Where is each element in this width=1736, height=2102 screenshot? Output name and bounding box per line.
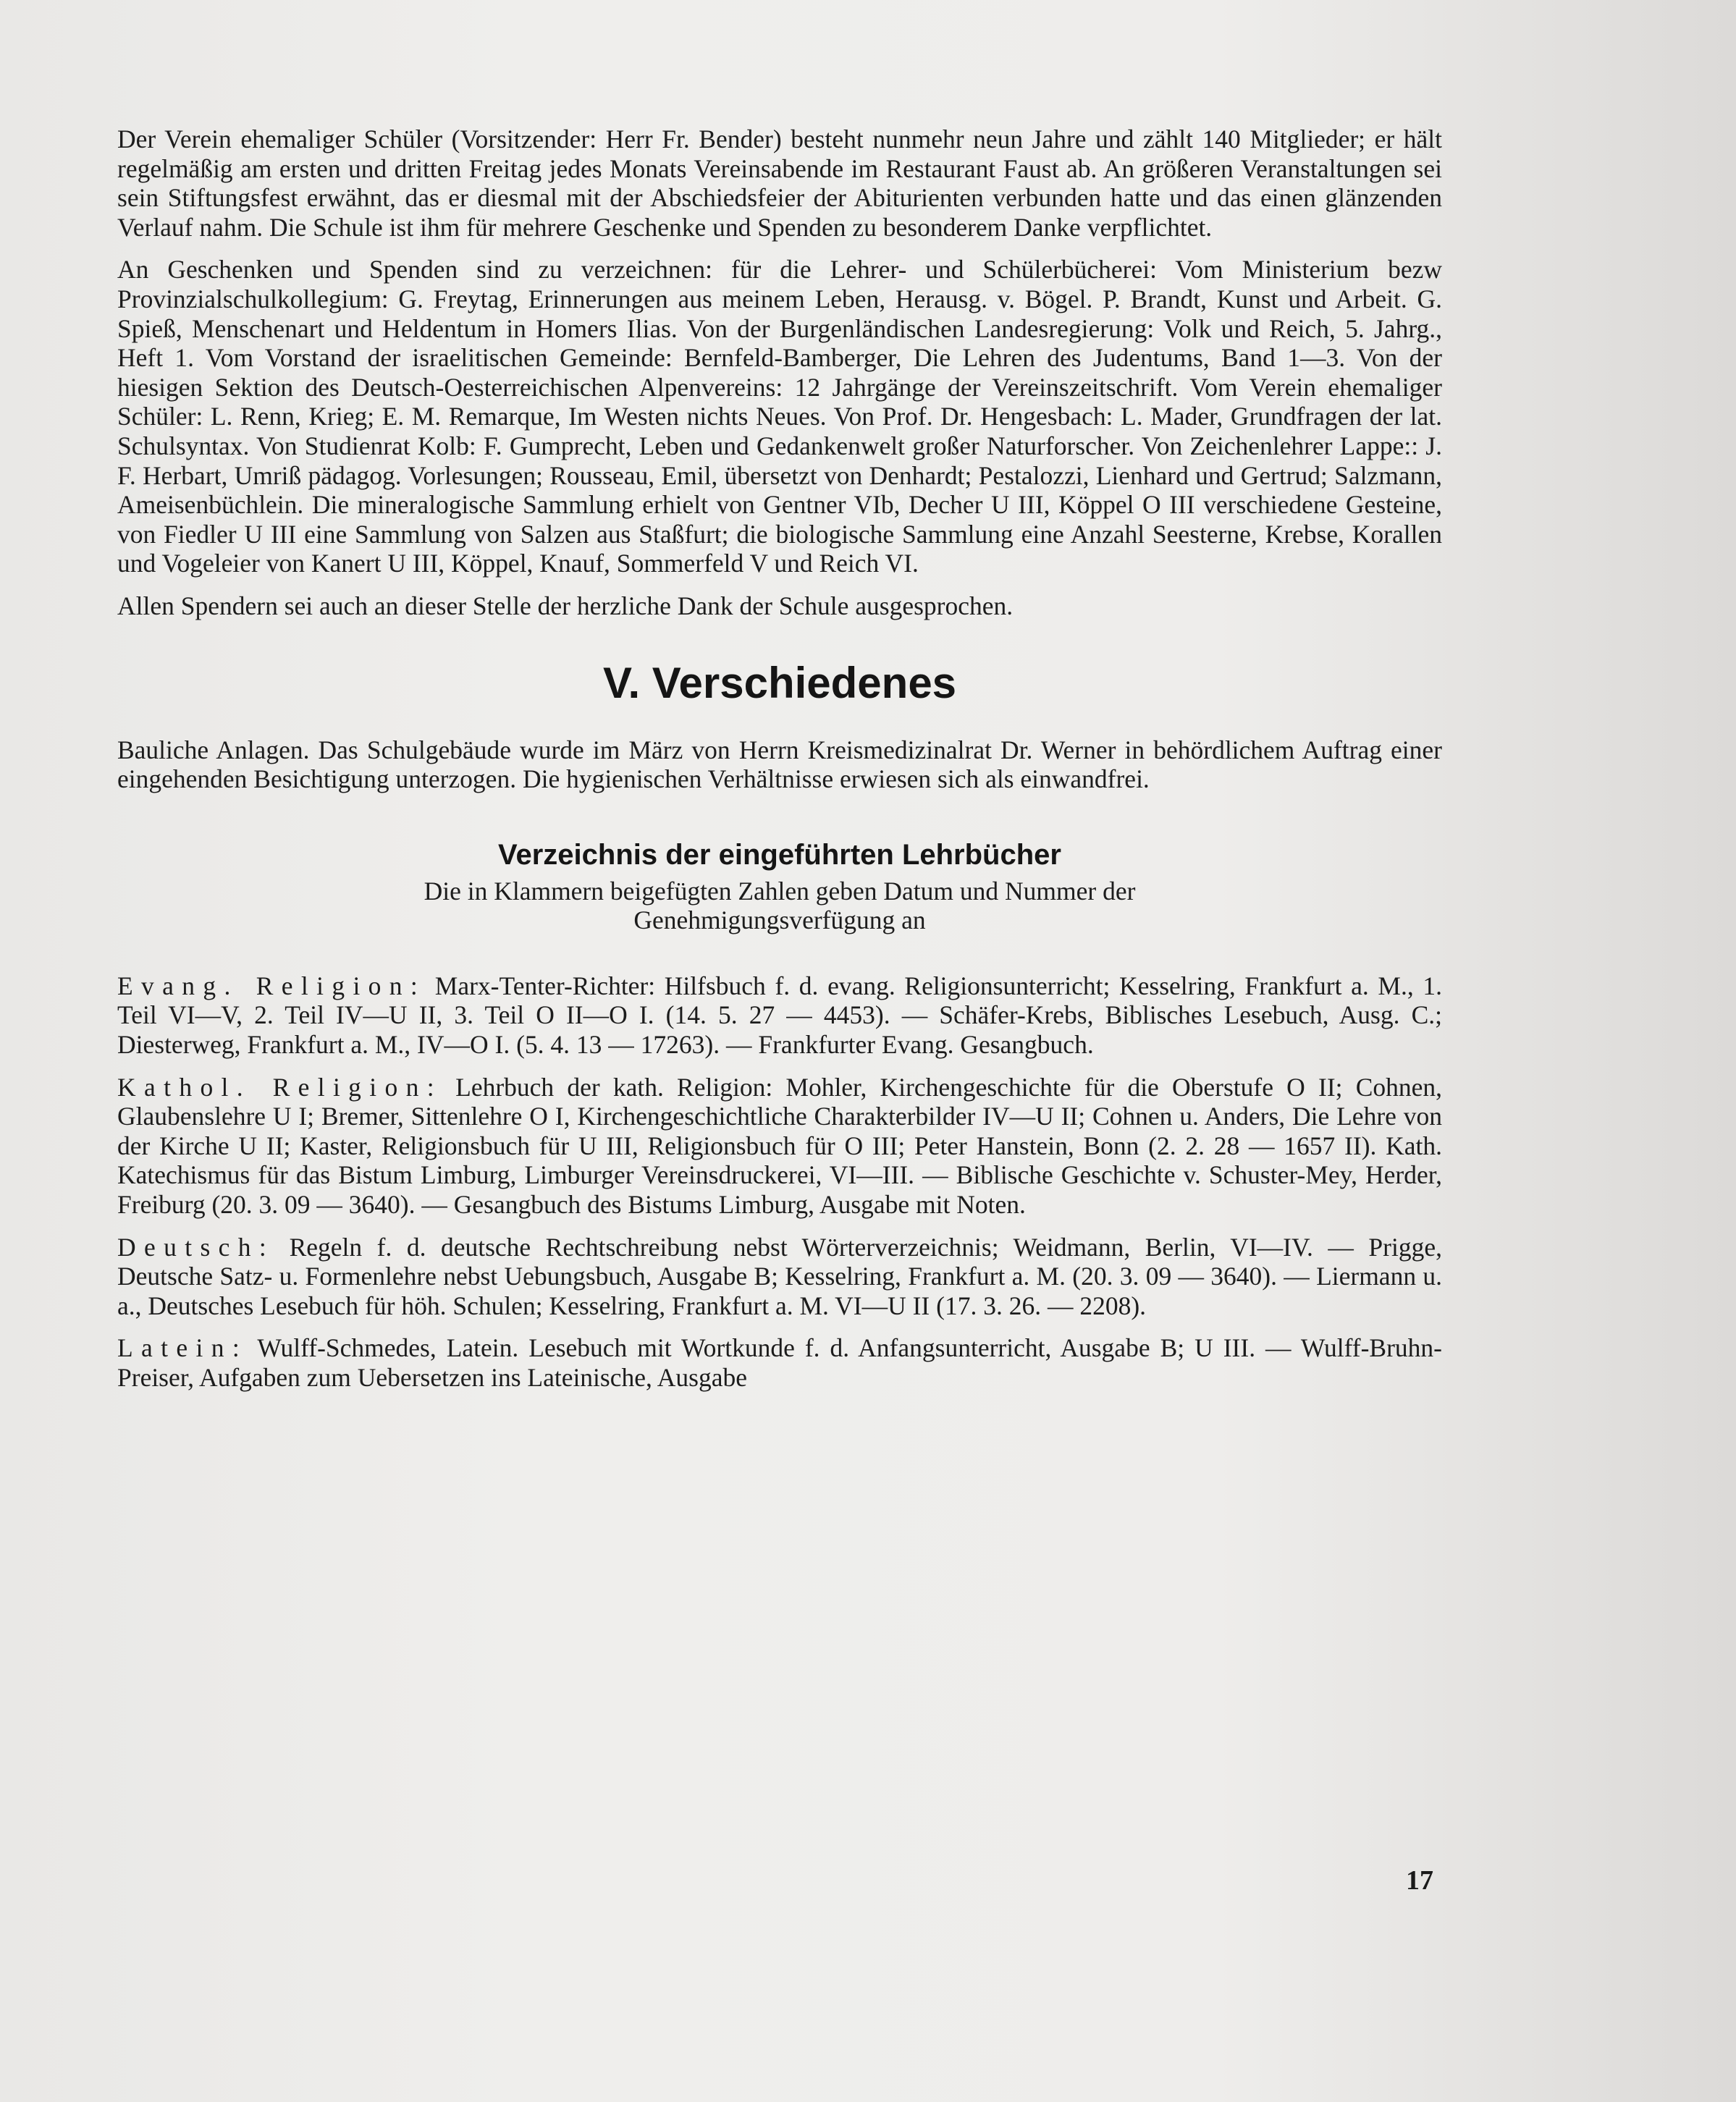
- paragraph-dank: Allen Spendern sei auch an dieser Stelle der herzliche Dank der Schule ausgesprochen.: [117, 591, 1014, 620]
- lehrbuecher-note: [117, 877, 1442, 935]
- entry-text: Regeln f. d. deutsche Rechtschreibung nebst Wörterverzeichnis; Weidmann, Berlin, VI—IV. — Prigge, Deutsche Satz- u. Formenlehre nebst Uebungsbuch, Ausgabe B; Kesselring, Frankfurt a. M. (20. 3. 09 — 3640). — Liermann u. a., Deutsches Lesebuch für höh. Schulen; Kesselring, Frankfurt a. M. VI—U II (17. 3. 26. — 2208).: [117, 1232, 1442, 1320]
- paragraph-verein: Der Verein ehemaliger Schüler (Vorsitzender: Herr Fr. Bender) besteht nunmehr neun Jahre und zählt 140 Mitglieder; er hält regelmäßig am ersten und dritten Freitag jedes Monats Vereinsabende im Restaurant Faust ab. An größeren Veranstaltungen sei sein Stiftungsfest erwähnt, das er diesmal mit der Abschiedsfeier der Abiturienten verbunden hatte und das einen glänzenden Verlauf nahm. Die Schule ist ihm für mehrere Geschenke und Spenden zu besonderem Danke verpflichtet.: [117, 124, 1442, 242]
- entry-subject: Deutsch:: [117, 1232, 275, 1262]
- entry-latein: [117, 1333, 1442, 1392]
- entry-subject: Kathol. Religion:: [117, 1072, 442, 1102]
- entry-kathol-religion: [117, 1073, 1442, 1220]
- paragraph-bauliche-anlagen: Bauliche Anlagen. Das Schulgebäude wurde im März von Herrn Kreismedizinalrat Dr. Werner in behördlichem Auftrag einer eingehenden Besichtigung unterzogen. Die hygienischen Verhältnisse erwiesen sich als einwandfrei.: [117, 735, 1442, 794]
- entry-evang-religion: [117, 971, 1442, 1060]
- entry-subject: Evang. Religion:: [117, 971, 426, 1000]
- section-title: V. Verschiedenes: [602, 658, 957, 707]
- entry-text: Marx-Tenter-Richter: Hilfsbuch f. d. evang. Religionsunterricht; Kesselring, Frankfurt a. M., 1. Teil VI—V, 2. Teil IV—U II, 3. Teil O II—O I. (14. 5. 27 — 4453). — Schäfer-Krebs, Biblisches Lesebuch, Ausg. C.; Diesterweg, Frankfurt a. M., IV—O I. (5. 4. 13 — 17263). — Frankfurter Evang. Gesangbuch.: [117, 971, 1442, 1060]
- lehrbuecher-note-line2: Genehmigungsverfügung an: [633, 906, 926, 935]
- lehrbuecher-note-line1: Die in Klammern beigefügten Zahlen geben Datum und Nummer der: [424, 876, 1136, 906]
- lehrbuecher-title: Verzeichnis der eingeführten Lehrbücher: [498, 838, 1061, 871]
- page-number: 17: [1406, 1865, 1433, 1896]
- entry-text: Lehrbuch der kath. Religion: Mohler, Kirchengeschichte für die Oberstufe O II; Cohnen, Glaubenslehre U I; Bremer, Sittenlehre O I, Kirchengeschichtliche Charakterbilder IV—U II; Cohnen u. Anders, Die Lehre von der Kirche U II; Kaster, Religionsbuch für U III, Religionsbuch für O III; Peter Hanstein, Bonn (2. 2. 28 — 1657 II). Kath. Katechismus für das Bistum Limburg, Limburger Vereinsdruckerei, VI—III. — Biblische Geschichte v. Schuster-Mey, Herder, Freiburg (20. 3. 09 — 3640). — Gesangbuch des Bistums Limburg, Ausgabe mit Noten.: [117, 1072, 1442, 1220]
- entry-subject: Latein:: [117, 1333, 248, 1363]
- paragraph-geschenke: An Geschenken und Spenden sind zu verzeichnen: für die Lehrer- und Schülerbücherei: Vom Ministerium bezw Provinzialschulkollegium: G. Freytag, Erinnerungen aus meinem Leben, Herausg. v. Bögel. P. Brandt, Kunst und Arbeit. G. Spieß, Menschenart und Heldentum in Homers Ilias. Von der Burgenländischen Landesregierung: Volk und Reich, 5. Jahrg., Heft 1. Vom Vorstand der israelitischen Gemeinde: Bernfeld-Bamberger, Die Lehren des Judentums, Band 1—3. Von der hiesigen Sektion des Deutsch-Oesterreichischen Alpenvereins: 12 Jahrgänge der Vereinszeitschrift. Vom Verein ehemaliger Schüler: L. Renn, Krieg; E. M. Remarque, Im Westen nichts Neues. Von Prof. Dr. Hengesbach: L. Mader, Grundfragen der lat. Schulsyntax. Von Studienrat Kolb: F. Gumprecht, Leben und Gedankenwelt großer Naturforscher. Von Zeichenlehrer Lappe:: J. F. Herbart, Umriß pädagog. Vorlesungen; Rousseau, Emil, übersetzt von Denhardt; Pestalozzi, Lienhard und Gertrud; Salzmann, Ameisenbüchlein. Die mineralogische Sammlung erhielt von Gentner VIb, Decher U III, Köppel O III verschiedene Gesteine, von Fiedler U III eine Sammlung von Salzen aus Staßfurt; die biologische Sammlung eine Anzahl Seesterne, Krebse, Korallen und Vogeleier von Kanert U III, Köppel, Knauf, Sommerfeld V und Reich VI.: [117, 255, 1442, 578]
- entry-deutsch: [117, 1233, 1442, 1321]
- text-column: [117, 124, 1442, 1393]
- entry-text: Wulff-Schmedes, Latein. Lesebuch mit Wortkunde f. d. Anfangsunterricht, Ausgabe B; U III. — Wulff-Bruhn-Preiser, Aufgaben zum Uebersetzen ins Lateinische, Ausgabe: [117, 1333, 1442, 1392]
